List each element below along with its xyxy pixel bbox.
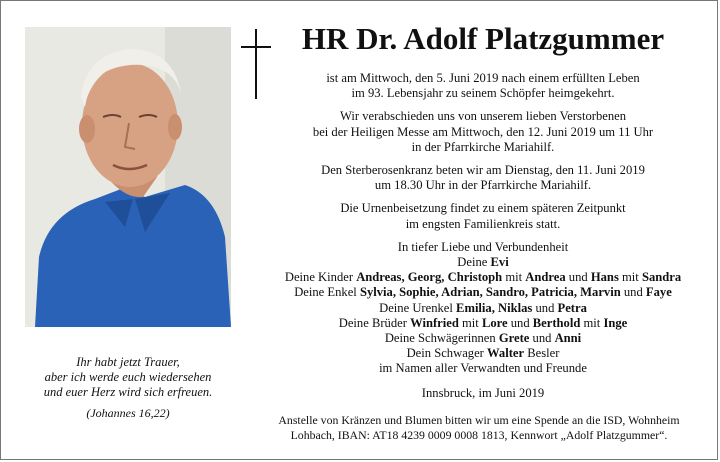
mourner-text: Deine <box>457 255 491 270</box>
place-date: Innsbruck, im Juni 2019 <box>421 385 545 400</box>
mourner-text: und <box>507 315 533 330</box>
mourner-text: mit <box>580 315 604 330</box>
text-line: um 18.30 Uhr in der Pfarrkirche Mariahilf. <box>374 178 592 193</box>
text-line: Anstelle von Kränzen und Blumen bitten wir um eine Spende an die ISD, Wohnheim <box>278 413 680 427</box>
mourner-text: im Namen aller Verwandten und Freunde <box>379 361 587 376</box>
mourner-line <box>263 285 703 300</box>
mourner-line <box>263 301 703 316</box>
portrait-photo <box>25 27 231 327</box>
mourners-intro: In tiefer Liebe und Verbundenheit <box>397 239 569 254</box>
deceased-name: HR Dr. Adolf Platzgummer <box>301 21 665 56</box>
mourner-name: Walter <box>487 346 525 361</box>
funeral-mass <box>263 109 703 155</box>
mourner-name: Winfried <box>410 315 459 330</box>
rosary-info <box>263 163 703 193</box>
mourner-text: und <box>529 331 555 346</box>
bible-quote <box>23 355 233 421</box>
mourner-line <box>263 255 703 270</box>
mourner-text: Deine Kinder <box>284 270 357 285</box>
mourner-name: Hans <box>590 270 619 285</box>
mourner-text: mit <box>502 270 526 285</box>
text-line: Wir verabschieden uns von unserem lieben Verstorbenen <box>339 109 627 124</box>
mourner-text: Dein Schwager <box>406 346 488 361</box>
mourner-name: Grete <box>498 331 530 346</box>
urn-burial-info <box>263 201 703 231</box>
obituary-text <box>263 71 703 401</box>
quote-line: Ihr habt jetzt Trauer, <box>76 355 180 369</box>
mourner-text: und <box>620 285 646 300</box>
mourner-line <box>263 316 703 331</box>
mourner-text: Deine Enkel <box>294 285 360 300</box>
text-line: im 93. Lebensjahr zu seinem Schöpfer heimgekehrt. <box>351 86 615 101</box>
mourner-text: Deine Urenkel <box>379 300 457 315</box>
mourner-text: und <box>532 300 558 315</box>
text-line: bei der Heiligen Messe am Mittwoch, den 12. Juni 2019 um 11 Uhr <box>312 124 654 139</box>
text-line: ist am Mittwoch, den 5. Juni 2019 nach einem erfüllten Leben <box>326 71 640 85</box>
death-announcement <box>263 71 703 101</box>
mourner-name: Lore <box>481 315 508 330</box>
mourner-name: Anni <box>554 331 582 346</box>
mourner-text: Deine Brüder <box>338 315 411 330</box>
mourner-name: Berthold <box>532 315 581 330</box>
mourner-text: Besler <box>524 346 560 361</box>
mourner-name: Inge <box>603 315 628 330</box>
mourner-line <box>263 270 703 285</box>
text-line: im engsten Familienkreis statt. <box>405 216 561 231</box>
mourner-text: Deine Schwägerinnen <box>384 331 499 346</box>
mourner-name: Evi <box>490 255 509 270</box>
donation-notice <box>249 413 709 443</box>
mourners-list <box>263 240 703 377</box>
mourner-line <box>263 361 703 376</box>
mourner-name: Sandra <box>641 270 682 285</box>
mourner-name: Emilia, Niklas <box>456 300 533 315</box>
mourner-name: Faye <box>645 285 672 300</box>
text-line: Die Urnenbeisetzung findet zu einem späteren Zeitpunkt <box>340 201 626 216</box>
text-line: Lohbach, IBAN: AT18 4239 0009 0008 1813, Kennwort „Adolf Platzgummer“. <box>290 428 668 442</box>
mourner-text: mit <box>618 270 642 285</box>
mourner-name: Andreas, Georg, Christoph <box>356 270 503 285</box>
text-line: in der Pfarrkirche Mariahilf. <box>411 139 555 154</box>
mourner-name: Andrea <box>525 270 566 285</box>
quote-reference: (Johannes 16,22) <box>86 406 170 420</box>
mourner-text: mit <box>458 315 482 330</box>
mourner-line <box>263 331 703 346</box>
mourner-name: Sylvia, Sophie, Adrian, Sandro, Patricia, Marvin <box>359 285 621 300</box>
mourner-line <box>263 346 703 361</box>
quote-line: und euer Herz wird sich erfreuen. <box>43 385 213 399</box>
quote-line: aber ich werde euch wiedersehen <box>44 370 212 384</box>
text-line: Den Sterberosenkranz beten wir am Dienstag, den 11. Juni 2019 <box>321 163 645 178</box>
mourner-text: und <box>565 270 591 285</box>
mourner-name: Petra <box>557 300 587 315</box>
